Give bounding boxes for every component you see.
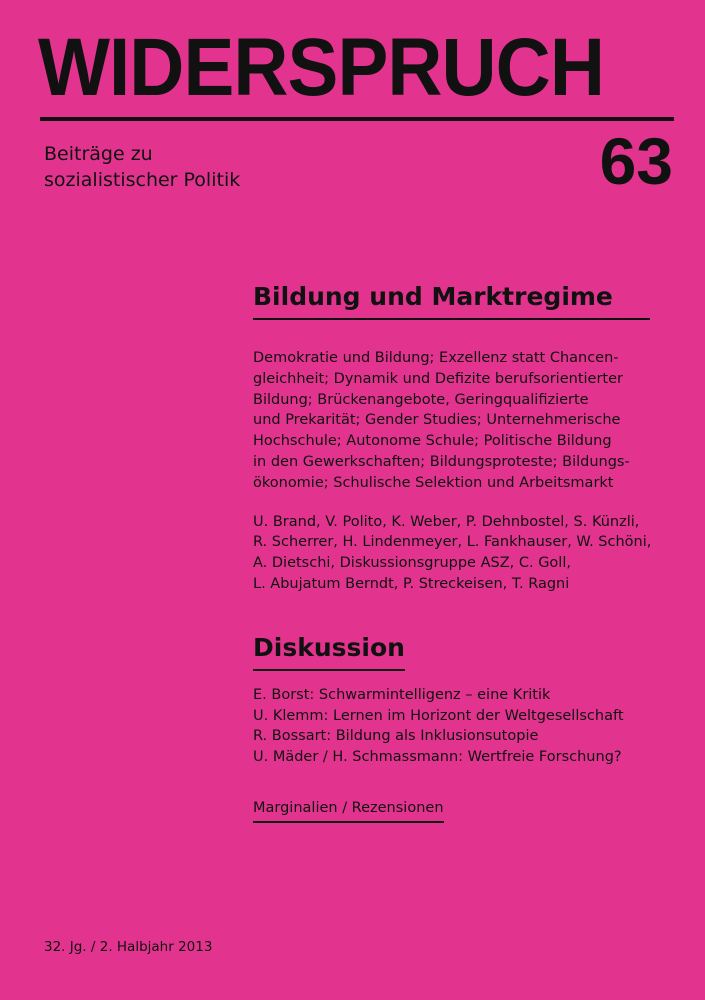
topics-line: Demokratie und Bildung; Exzellenz statt Chancen- <box>253 350 619 366</box>
issue-number: 63 <box>599 124 673 198</box>
discussion-title: Diskussion <box>253 631 405 671</box>
topics-line: Bildung; Brückenangebote, Geringqualifizierte <box>253 391 589 408</box>
issue-date: 32. Jg. / 2. Halbjahr 2013 <box>44 939 213 955</box>
authors-line: L. Abujatum Berndt, P. Streckeisen, T. Ragni <box>253 575 570 592</box>
discussion-item: U. Mäder / H. Schmassmann: Wertfreie Forschung? <box>253 749 622 766</box>
topics-list <box>253 348 673 494</box>
subtitle-line: Beiträge zu <box>44 143 153 165</box>
masthead-title: WIDERSPRUCH <box>38 22 604 113</box>
marginalien-label: Marginalien / Rezensionen <box>253 798 444 823</box>
topics-line: Hochschule; Autonome Schule; Politische Bildung <box>253 433 612 450</box>
topics-line: gleichheit; Dynamik und Defizite berufsorientierter <box>253 370 623 387</box>
authors-line: A. Dietschi, Diskussionsgruppe ASZ, C. Goll, <box>253 555 571 572</box>
discussion-section <box>253 631 673 768</box>
content-column <box>253 280 673 823</box>
subtitle <box>44 141 240 193</box>
subtitle-line: sozialistischer Politik <box>44 169 241 191</box>
main-section-title: Bildung und Marktregime <box>253 280 650 320</box>
authors-list <box>253 512 673 595</box>
discussion-list <box>253 685 673 768</box>
authors-line: R. Scherrer, H. Lindenmeyer, L. Fankhauser, W. Schöni, <box>253 534 652 551</box>
discussion-item: U. Klemm: Lernen im Horizont der Weltgesellschaft <box>253 707 624 724</box>
discussion-item: R. Bossart: Bildung als Inklusionsutopie <box>253 728 539 745</box>
authors-line: U. Brand, V. Polito, K. Weber, P. Dehnbostel, S. Künzli, <box>253 513 640 530</box>
topics-line: und Prekarität; Gender Studies; Unternehmerische <box>253 412 621 429</box>
masthead-rule <box>40 117 674 121</box>
discussion-item: E. Borst: Schwarmintelligenz – eine Kritik <box>253 686 551 703</box>
topics-line: ökonomie; Schulische Selektion und Arbeitsmarkt <box>253 474 614 491</box>
topics-line: in den Gewerkschaften; Bildungsproteste; Bildungs- <box>253 453 630 470</box>
